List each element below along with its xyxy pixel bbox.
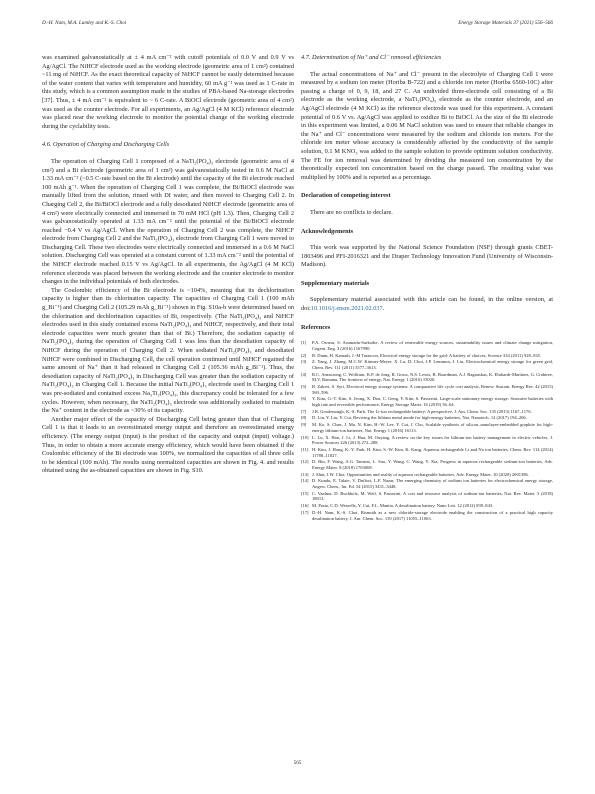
reference-item — [301, 478, 553, 490]
reference-text[interactable]: B. Zakeri, S. Syri, Electrical energy storage systems: A comparative life cycle cost analysis, Renew. Sustain. Energy Rev. 42 (2015) 569–596. — [312, 384, 553, 395]
reference-item — [301, 340, 553, 352]
reference-number: [3] — [301, 359, 307, 365]
reference-text[interactable]: D.-H. Nam, K.-S. Choi, Bismuth as a new chloride-storage electrode enabling the construction of a practical high capacity desalination battery, J. Am. Chem. Soc. 139 (2017) 11055–11063. — [312, 509, 553, 521]
paragraph — [301, 296, 553, 313]
section-heading: Declaration of competing interest — [301, 192, 391, 200]
paragraph: was examined galvanostatically at ± 4 mA cm⁻² with cutoff potentials of 0.0 V and 0.9 V vs Ag/AgCl. The NiHCF electrode used as the working electrode (geometric area of 1 cm²) contained ~11 mg of NiHCF. As the exact theoretical capacity of NiHCF cannot be easily determined because of the water content that varies with temperature and humidity, 60 mA g⁻¹ was used as 1 C-rate in this study, which is a common assumption made in the studies of PBA-based Na-storage electrodes [37]. Thus, ± 4 mA cm⁻² is equivalent to ~ 6 C-rate. A BiOCl electrode (geometric area of 4 cm²) was used as the counter electrode. For all experiments, an Ag/AgCl (4 M KCl) reference electrode was placed near the working electrode to monitor the potential change of the working electrode during the cyclability tests. — [42, 54, 294, 130]
paragraph: The Coulombic efficiency of the Bi electrode is ~104%, meaning that its dechlorination capacity is higher than its chlorination capacity. The capacities of Charging Cell 1 (100 mAh g_Bi⁻¹) and Charging Cell 2 (105.29 mAh g_Bi⁻¹) shown in Fig. S10a-b were determined based on the chlorination and dechlorination capacities of Bi, respectively. (The NaTi₂(PO₄)₃ and NiHCF electrodes used in this study contained excess NaTi₂(PO₄)₃ and NiHCF, respectively, and their total electrode capacities were much greater than that of Bi.) Therefore, the sodiation capacity of NaTi₂(PO₄)₃ during the operation of Charging Cell 1 was less than the desodiation capacity of NiHCF during the operation of Charging Cell 2. When sodiated NaTi₂(PO₄)₃ and desodiated NiHCF were combined in Discharging Cell, the cell operation continued until NiHCF regained the same amount of Na⁺ than it had released in Charging Cell 2 (105.36 mAh g_Bi⁻¹). Thus, the desodiation capacity of NaTi₂(PO₄)₃ in Discharging Cell was greater than the sodiation capacity of NaTi₂(PO₄)₃ in Charging Cell 1. Because the initial NaTi₂(PO₄)₃ electrode used in Charging Cell 1 was pre-sodiated and contained excess Na₃Ti₂(PO₄)₃, this discrepancy could be tolerated for a few cycles. However, when necessary, the NaTi₂(PO₄)₃ electrode was additionally sodiated to maintain the Na⁺ content in the electrode as ~30% of its capacity. — [42, 286, 294, 415]
reference-text[interactable]: J. Shin, J.W. Choi, Opportunities and reality of aqueous rechargeable batteries, Adv. Energy Mater. 10 (2020) 2001386. — [312, 471, 529, 477]
reference-item — [301, 447, 553, 459]
reference-text[interactable]: M. Pasta, C.D. Wessells, Y. Cui, F.L. Mantia, A desalination battery, Nano Lett. 12 (2012) 839–843. — [312, 503, 494, 509]
paragraph: The operation of Charging Cell 1 composed of a NaTi₂(PO₄)₃ electrode (geometric area of 4 cm²) and a Bi electrode (geometric area of 1 cm²) was galvanostatically tested in 0.6 M NaCl at 1.33 mA cm⁻² (~0.5 C-rate based on the Bi electrode) until the capacity of the Bi electrode reached 100 mAh g⁻¹. When the operation of Charging Cell 1 was complete, the Bi/BiOCl electrode was manually lifted from the solution, rinsed with DI water, and then moved to Charging Cell 2. In Charging Cell 2, the Bi/BiOCl electrode and a fully desodiated NiHCF electrode (geometric area of 4 cm²) were electrically connected and immersed in 70 mM HCl (pH 1.3). Then, Charging Cell 2 was galvanostatically operated at 1.33 mA cm⁻² until the potential of the Bi/BiOCl electrode reached −0.4 V vs Ag/AgCl. When the operation of Charging Cell 2 was complete, the NiHCF electrode from Charging Cell 2 and the NaTi₂(PO₄)₃ electrode from Charging Cell 1 were moved to Discharging Cell. These two electrodes were electrically connected and immersed in a 0.6 M NaCl solution. Discharging Cell was operated at a constant current of 1.33 mA cm⁻² until the potential of the NiHCF electrode reached 0.15 V vs Ag/AgCl. In all experiments, the Ag/AgCl (4 M KCl) reference electrode was placed between the working electrode and the counter electrode to monitor changes in the individual potentials of both electrodes. — [42, 157, 294, 286]
reference-number: [17] — [301, 509, 309, 515]
section-heading: Supplementary materials — [301, 279, 370, 287]
running-header-journal: Energy Storage Materials 37 (2021) 556–566 — [458, 20, 553, 26]
reference-item — [301, 422, 553, 434]
reference-number: [16] — [301, 503, 309, 509]
section-heading: 4.6. Operation of Charging and Discharging Cells — [42, 141, 170, 149]
reference-text[interactable]: D. Lin, Y. Liu, Y. Cui, Reviving the lithium metal anode for high-energy batteries, Nat. Nanotech. 12 (2017) 194–206. — [312, 415, 527, 421]
reference-number: [6] — [301, 396, 307, 402]
reference-list — [301, 340, 553, 521]
reference-item — [301, 503, 553, 509]
doi-link[interactable]: 10.1016/j.ensm.2021.02.037 — [310, 305, 383, 313]
reference-text[interactable]: J.B. Goodenough, K.-S. Park, The Li-ion rechargeable battery: A perspective, J. Am. Chem. Soc. 135 (2013) 1167–1176. — [312, 408, 532, 414]
reference-text[interactable]: M. Ko, S. Chae, J. Ma, N. Kim, H.-W. Lee, Y. Cui, J. Cho, Scalable synthesis of silicon–nanolayer-embedded graphite for high-energy lithium-ion batteries, Nat. Energy 1 (2016) 16113. — [312, 422, 553, 433]
reference-text[interactable]: Z. Yang, J. Zhang, M.C.W. Kintner-Meyer, X. Lu, D. Choi, J.P. Lemmon, J. Liu, Electrochemical energy storage for green grid, Chem. Rev. 111 (2011) 3577–3613. — [312, 359, 553, 371]
reference-number: [12] — [301, 459, 309, 465]
paragraph: This work was supported by the National Science Foundation (NSF) through grants CBET-1803496 and PFI-2016321 and the Draper Technology Innovation Fund (University of Wisconsin-Madison). — [301, 244, 553, 269]
reference-text[interactable]: Y. Kim, G.-T. Kim, S. Jeong, X. Dou, C. Geng, Y. Kim, S. Passerini, Large-scale stationary energy storage: Seawater batteries with high rate and reversible performance, Energy Storage Mater. 16 (2019) 56–64. — [312, 396, 553, 408]
supplementary-end: . — [382, 305, 385, 313]
reference-item — [301, 491, 553, 503]
reference-number: [8] — [301, 415, 307, 421]
reference-number: [14] — [301, 478, 309, 484]
paragraph: The actual concentrations of Na⁺ and Cl⁻ present in the electrolyte of Charging Cell 1 were measured by a sodium ion meter (Horiba B-722) and a chloride ion meter (Horiba 6560-10C) after passing a charge of 0, 9, 18, and 27 C. An undivided three-electrode cell consisting of a Bi electrode as the working electrode, a NaTi₂(PO₄)₃ electrode as the counter electrode, and an Ag/AgCl electrode (4 M KCl) as the reference electrode was used for this experiment. A constant potential of 0.6 V vs. Ag/AgCl was applied to oxidize Bi to BiOCl. As the size of the Bi electrode in this experiment was limited, a 0.06 M NaCl solution was used to ensure that reliable changes in the Na⁺ and Cl⁻ concentrations were measured by the sodium and chloride ion meters. For the chloride ion meter whose accuracy is considerably affected by the conductivity of the sample solution, 0.1 M KNO₃ was added to the sample solution to provide optimum solution conductivity. The FE for ion removal was determined by dividing the measured ion concentration by the theoretically expected ion concentration based on the charge passed. The resulting value was multiplied by 100% and is reported as a percentage. — [301, 70, 553, 181]
reference-text[interactable]: D. Kundu, E. Talaie, V. Duffort, L.F. Nazar, The emerging chemistry of sodium ion batteries for electrochemical energy storage, Angew. Chem., Int. Ed. 54 (2015) 3431–3448. — [312, 478, 553, 490]
reference-number: [11] — [301, 446, 309, 452]
reference-number: [5] — [301, 384, 307, 390]
reference-number: [15] — [301, 490, 309, 496]
reference-item — [301, 459, 553, 471]
reference-number: [7] — [301, 408, 307, 414]
paragraph: Another major effect of the capacity of Discharging Cell being greater than that of Charging Cell 1 is that it leads to an overestimated energy output and therefore an overestimated energy efficiency. (The energy output (input) is the product of the capacity and output (input) voltage.) Thus, in order to obtain a more accurate energy efficiency, which would have been obtained if the Coulombic efficiency of the Bi electrode was 100%, we normalized the capacities of all three cells to be identical (100 mAh). The results using normalized capacities are shown in Fig. 4. and results obtained using the as-obtained capacities are shown in Fig. S10. — [42, 415, 294, 475]
reference-item — [301, 396, 553, 408]
reference-item — [301, 435, 553, 447]
reference-text[interactable]: P.A. Owusu, S. Asumadu-Sarkodie, A review of renewable energy sources, sustainability issues and climate change mitigation, Cogent. Eng. 3 (2016) 1167990. — [312, 340, 553, 351]
section-heading: 4.7. Determination of Na⁺ and Cl⁻ removal efficiencies — [301, 54, 442, 61]
page-number: 565 — [293, 760, 302, 766]
reference-item — [301, 409, 553, 415]
reference-item — [301, 384, 553, 396]
running-header-authors: D.-H. Nam, M.A. Lumley and K.-S. Choi — [42, 20, 127, 26]
reference-text[interactable]: R.C. Armstrong, C. Wolfram, K.P. de Jong, R. Gross, N.S. Lewis, B. Boardman, A.J. Ragauskas, K. Ehrhardt-Martinez, G. Crabtree, M.V. Ramana, The frontiers of energy, Nat. Energy 1 (2016) 15020. — [312, 371, 554, 383]
supplementary-text: Supplementary material associated with this article can be found, in the online version, at doi: — [301, 296, 553, 313]
reference-item — [301, 415, 553, 421]
references-heading: References — [301, 323, 331, 331]
reference-text[interactable]: D. Bin, F. Wang, A.G. Tamirat, L. Suo, Y. Wang, C. Wang, Y. Xia, Progress in aqueous rechargeable sodium-ion batteries, Adv. Energy Mater. 8 (2018) 1703008. — [312, 459, 553, 471]
reference-item — [301, 372, 553, 384]
left-column — [42, 54, 294, 476]
right-column — [301, 54, 553, 522]
reference-number: [10] — [301, 434, 309, 440]
paragraph: There are no conflicts to declare. — [310, 208, 393, 216]
reference-item — [301, 472, 553, 478]
reference-text[interactable]: L. Lu, X. Han, J. Li, J. Hua, M. Ouyang, A review on the key issues for lithium-ion battery management in electric vehicles, J. Power Sources 226 (2013) 272–288. — [312, 434, 553, 446]
reference-item — [301, 353, 553, 359]
section-heading: Acknowledgements — [301, 227, 354, 235]
reference-text[interactable]: B. Dunn, H. Kamath, J.-M Tarascon, Electrical energy storage for the grid: A battery of choices, Science 334 (2011) 928–935. — [312, 352, 542, 358]
reference-text[interactable]: C. Vaalma, D. Buchholz, M. Weil, S. Passerini, A cost and resource analysis of sodium-ion batteries, Nat. Rev. Mater. 3 (2018) 18013. — [312, 490, 553, 502]
reference-number: [2] — [301, 352, 307, 358]
reference-number: [13] — [301, 471, 309, 477]
reference-number: [1] — [301, 340, 307, 346]
reference-item — [301, 510, 553, 522]
reference-item — [301, 359, 553, 371]
reference-text[interactable]: H. Kim, J. Hong, K.-Y. Park, H. Kim, S.-W. Kim, K. Kang, Aqueous rechargeable Li and Na ion batteries, Chem. Rev. 114 (2014) 11788–11827. — [312, 446, 553, 458]
reference-number: [9] — [301, 422, 307, 428]
reference-number: [4] — [301, 371, 307, 377]
